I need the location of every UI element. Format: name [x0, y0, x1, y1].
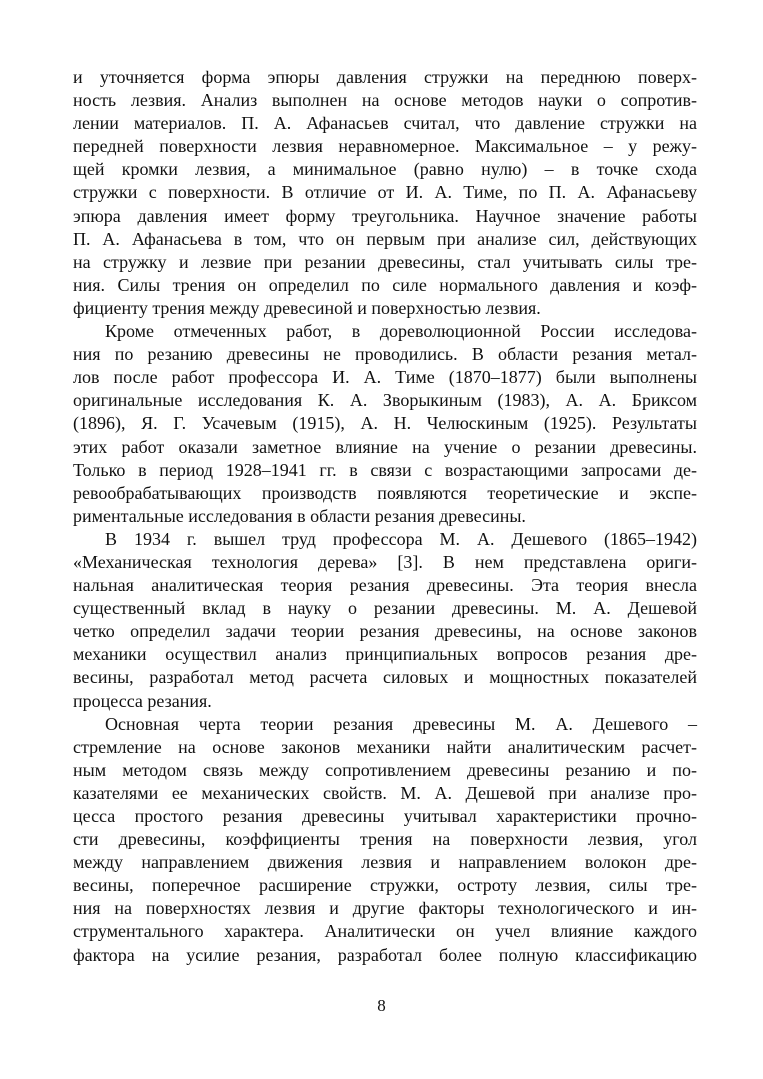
- text-line: ность лезвия. Анализ выполнен на основе методов науки о сопротив-: [73, 90, 697, 111]
- text-line: цесса простого резания древесины учитывал характеристики прочно-: [73, 806, 697, 826]
- text-line: ным методом связь между сопротивлением древесины резанию и по-: [73, 759, 697, 780]
- text-line: весины, поперечное расширение стружки, остроту лезвия, силы тре-: [73, 875, 697, 896]
- text-line: процесса резания.: [73, 690, 212, 711]
- text-line: Основная черта теории резания древесины М. А. Дешевого –: [105, 713, 697, 734]
- text-line: (1896), Я. Г. Усачевым (1915), А. Н. Челюскиным (1925). Результаты: [73, 413, 697, 434]
- text-line: между направлением движения лезвия и направлением волокон дре-: [73, 852, 697, 873]
- text-line: стружки с поверхности. В отличие от И. А. Тиме, по П. А. Афанасьеву: [73, 182, 697, 203]
- text-line: эпюра давления имеет форму треугольника. Научное значение работы: [73, 205, 697, 226]
- text-line: фициенту трения между древесиной и поверхностью лезвия.: [73, 297, 541, 318]
- text-line: ния. Силы трения он определил по силе нормального давления и коэф-: [73, 274, 697, 295]
- text-line: П. А. Афанасьева в том, что он первым при анализе сил, действующих: [73, 228, 697, 249]
- text-line: струментального характера. Аналитически он учел влияние каждого: [73, 921, 697, 942]
- text-line: риментальные исследования в области резания древесины.: [73, 505, 526, 526]
- text-line: механики осуществил анализ принципиальных вопросов резания дре-: [73, 644, 697, 665]
- text-line: Только в период 1928–1941 гг. в связи с возрастающими запросами де-: [73, 459, 697, 480]
- text-line: сти древесины, коэффициенты трения на поверхности лезвия, угол: [73, 829, 697, 850]
- text-line: передней поверхности лезвия неравномерное. Максимальное – у режу-: [73, 136, 697, 157]
- text-line: на стружку и лезвие при резании древесины, стал учитывать силы тре-: [73, 251, 697, 272]
- text-line: лов после работ профессора И. А. Тиме (1870–1877) были выполнены: [73, 367, 697, 388]
- text-line: щей кромки лезвия, а минимальное (равно нулю) – в точке схода: [73, 159, 697, 180]
- text-line: стремление на основе законов механики найти аналитическим расчет-: [73, 736, 697, 757]
- text-line: фактора на усилие резания, разработал более полную классификацию: [73, 944, 697, 965]
- paragraph-2: [73, 320, 697, 528]
- text-line: ния по резанию древесины не проводились. В области резания метал-: [73, 344, 697, 365]
- text-line: нальная аналитическая теория резания древесины. Эта теория внесла: [73, 575, 697, 596]
- text-line: оригинальные исследования К. А. Зворыкиным (1983), А. А. Бриксом: [73, 390, 697, 411]
- text-line: четко определил задачи теории резания древесины, на основе законов: [73, 621, 697, 642]
- text-line: Кроме отмеченных работ, в дореволюционной России исследова-: [105, 321, 697, 342]
- text-line: существенный вклад в науку о резании древесины. М. А. Дешевой: [73, 598, 697, 619]
- text-line: казателями ее механических свойств. М. А. Дешевой при анализе про-: [73, 782, 697, 803]
- text-line: лении материалов. П. А. Афанасьев считал, что давление стружки на: [73, 113, 697, 134]
- text-line: В 1934 г. вышел труд профессора М. А. Дешевого (1865–1942): [105, 528, 697, 549]
- text-line: и уточняется форма эпюры давления стружки на переднюю поверх-: [73, 67, 697, 87]
- text-line: ния на поверхностях лезвия и другие факторы технологического и ин-: [73, 898, 697, 919]
- text-line: «Механическая технология дерева» [3]. В нем представлена ориги-: [73, 551, 697, 572]
- page-body: [73, 66, 697, 967]
- paragraph-1: [73, 66, 697, 320]
- text-line: ревообрабатывающих производств появляются теоретические и экспе-: [73, 482, 697, 503]
- text-line: этих работ оказали заметное влияние на учение о резании древесины.: [73, 436, 697, 457]
- paragraph-3: [73, 528, 697, 713]
- text-line: весины, разработал метод расчета силовых и мощностных показателей: [73, 667, 697, 688]
- page-number: 8: [377, 996, 386, 1015]
- paragraph-4: [73, 713, 697, 967]
